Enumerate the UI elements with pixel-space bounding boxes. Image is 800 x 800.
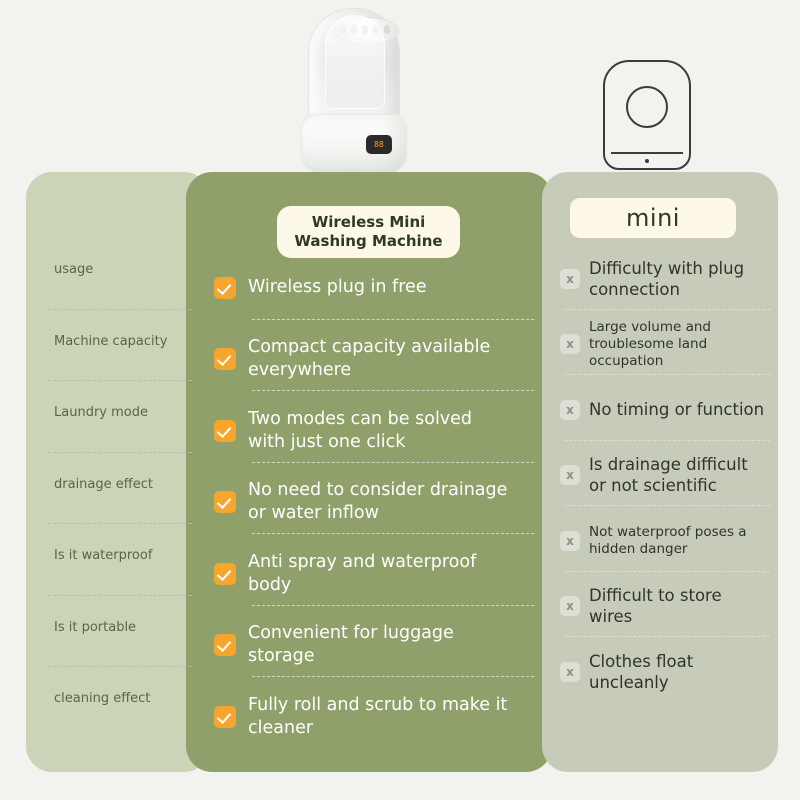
drawback-text: Difficult to store wires: [589, 586, 722, 627]
criteria-row: [40, 318, 198, 390]
feature-row: [214, 324, 536, 396]
drawback-row: [560, 443, 772, 509]
drawback-text: Not waterproof poses a hidden danger: [589, 523, 747, 557]
product-display: 88: [366, 135, 392, 154]
competitor-base-line: [611, 152, 683, 154]
feature-row: [214, 252, 536, 324]
competitor-foot-dot: [645, 159, 649, 163]
criteria-label: Machine capacity: [54, 333, 168, 349]
drawback-text: Is drainage difficult or not scientific: [589, 455, 748, 496]
feature-text: Compact capacity available everywhere: [248, 337, 491, 381]
feature-text: Fully roll and scrub to make it cleaner: [248, 694, 508, 738]
check-icon: [214, 420, 236, 442]
competitor-illustration: [603, 60, 691, 170]
cross-icon: x: [560, 531, 580, 551]
check-icon: [214, 563, 236, 585]
feature-text: No need to consider drainage or water inflow: [248, 480, 508, 524]
check-icon: [214, 634, 236, 656]
drawback-row: [560, 246, 772, 312]
cross-icon: x: [560, 662, 580, 682]
criteria-label: drainage effect: [54, 476, 153, 492]
criteria-row: [40, 675, 198, 747]
cross-icon: x: [560, 334, 580, 354]
criteria-row: [40, 246, 198, 318]
feature-list: [214, 252, 536, 753]
drawback-row: [560, 377, 772, 443]
criteria-label: usage: [54, 262, 94, 277]
feature-row: [214, 467, 536, 539]
cross-icon: x: [560, 400, 580, 420]
drawback-row: [560, 574, 772, 640]
criteria-label: Is it waterproof: [54, 548, 153, 563]
drawback-row: [560, 508, 772, 574]
check-icon: [214, 348, 236, 370]
criteria-list: [40, 246, 198, 747]
product-column-header: [277, 206, 460, 258]
product-lid: [308, 8, 400, 122]
feature-text: Two modes can be solved with just one click: [248, 408, 473, 452]
product-body: [301, 114, 407, 174]
feature-text: Anti spray and waterproof body: [248, 551, 477, 595]
criteria-row: [40, 604, 198, 676]
drawback-row: [560, 639, 772, 705]
drawback-text: Difficulty with plug connection: [589, 258, 745, 299]
feature-row: [214, 395, 536, 467]
criteria-label: Is it portable: [54, 619, 137, 635]
cross-icon: x: [560, 465, 580, 485]
cross-icon: x: [560, 269, 580, 289]
criteria-label: cleaning effect: [54, 691, 151, 706]
feature-text: Convenient for luggage storage: [248, 623, 454, 667]
criteria-label: Laundry mode: [54, 405, 148, 420]
check-icon: [214, 491, 236, 513]
cross-icon: x: [560, 596, 580, 616]
feature-text: Wireless plug in free: [248, 277, 427, 298]
competitor-column-header: mini: [570, 198, 736, 238]
criteria-row: [40, 532, 198, 604]
product-header-line-1: Wireless Mini: [311, 213, 426, 231]
drawback-text: Large volume and troublesome land occupation: [589, 318, 711, 369]
product-header-line-2: Washing Machine: [294, 232, 443, 250]
criteria-row: [40, 461, 198, 533]
drawback-text: No timing or function: [589, 400, 765, 420]
criteria-row: [40, 389, 198, 461]
product-top-vents: [333, 17, 399, 45]
feature-row: [214, 610, 536, 682]
check-icon: [214, 706, 236, 728]
competitor-drum-icon: [626, 86, 668, 128]
feature-row: [214, 681, 536, 753]
drawback-text: Clothes float uncleanly: [589, 651, 694, 692]
check-icon: [214, 277, 236, 299]
drawback-row: [560, 312, 772, 378]
feature-row: [214, 538, 536, 610]
product-illustration: [297, 8, 409, 198]
drawback-list: [560, 246, 772, 705]
